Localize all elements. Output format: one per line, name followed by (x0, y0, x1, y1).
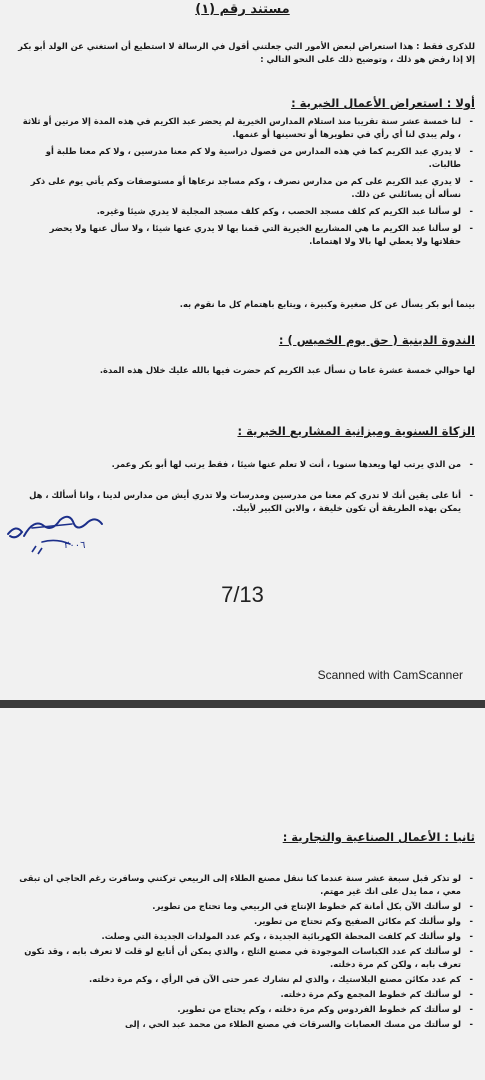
scanner-label: Scanned with CamScanner (317, 668, 463, 682)
list-item: - ولو سألتك كم مكائن الصفيح وكم تحتاج من تطوير. (18, 915, 475, 928)
list-item: - لو تذكر قبل سبعة عشر سنة عندما كنا ننقل مصنع الطلاء إلى الربيعي تركتني وسافرت رغم الحاجي ان تبقى معي ، مما يدل على انك غير مهتم. (18, 872, 475, 898)
list-item: - ولو سألتك كم كلفت المحطة الكهربائية الجديدة ، وكم عدد المولدات الجديدة التي وصلت. (18, 930, 475, 943)
charity-list (18, 115, 475, 248)
section-heading-seminar: الندوة الدينية ( حق يوم الخميس ) : (278, 333, 475, 347)
industrial-list-container (18, 872, 475, 1033)
list-item: - لو سألتك كم خطوط المجمع وكم مرة دخلته. (18, 988, 475, 1001)
section-heading-charity: أولا : استعراض الأعمال الخيرية : (291, 96, 475, 110)
list-item: - لنا خمسة عشر سنة تقريبا منذ استلام المدارس الخيرية لم يحضر عبد الكريم في هذه المدة إلا مرتين أو ثلاثة ، ولم يبدي لنا أي رأي في تطويرها أو تحسينها أو عنمها. (18, 115, 475, 141)
document-title: مستند رقم (١) (195, 2, 290, 17)
list-item: - من الذي يرتب لها ويعدها سنويا ، أنت لا تعلم عنها شيئا ، فقط يرتب لها أبو بكر وعمر. (18, 458, 475, 471)
list-item: - لو سألتك الآن بكل أمانة كم خطوط الإنتاج في الربيعي وما تحتاج من تطوير. (18, 900, 475, 913)
list-item: - لو سألنا عبد الكريم كم كلف مسجد الحصب ، وكم كلف مسجد المجلية لا يدري شيئا وغيره. (18, 205, 475, 218)
list-item: - لو سألتك كم خطوط الفردوس وكم مرة دخلته ، وكم يحتاج من تطوير. (18, 1003, 475, 1016)
charity-list-container (18, 115, 475, 252)
seminar-paragraph: لها حوالي خمسة عشرة عاما ن نسأل عبد الكريم كم حضرت فيها بالله عليك خلال هذه المدة. (99, 365, 475, 375)
industrial-list (18, 872, 475, 1031)
list-item: - أنا على يقين أنك لا تدري كم معنا من مدرسين ومدرسات ولا تدري أيش من مدارس لدينا ، وانا أسألك ، هل يمكن بهذه الطريقة أن تكون خليفة ، والابن الكبير لأبيك. (18, 489, 475, 515)
bakr-statement: بينما أبو بكر يسأل عن كل صغيرة وكبيرة ، ويتابع باهتمام كل ما نقوم به. (179, 299, 475, 309)
list-item: - لا يدري عبد الكريم كما في هذه المدارس من فصول دراسية ولا كم معنا مدرسين ، ولا كم معنا طلبة أو طالبات. (18, 145, 475, 171)
handwritten-signature (2, 506, 114, 558)
intro-paragraph: للذكرى فقط : هذا استعراض لبعض الأمور التي جعلتني أقول في الرسالة لا استطيع أن استغني عن الولد أبو بكر إلا إذا رفض هو ذلك ، وتوضيح ذلك على النحو التالي : (18, 41, 475, 64)
list-item: - لو سألنا عبد الكريم ما هي المشاريع الخيرية التي قمنا بها لا يدري عنها شيئا ، ولا سأل عنها ولا يحضر حفلاتها ولا يعطي لها بالا ولا اهتماما. (18, 222, 475, 248)
section-heading-zakat: الزكاة السنوية وميزانية المشاريع الخيرية : (237, 424, 475, 438)
list-item: - لو سألتك كم عدد الكباسات الموجودة في مصنع الثلج ، والذي يمكن أن أتابع لو قلت لا تعرف بابه ، وقد تكون تعرف بابه ، ولكن كم مرة دخلته. (18, 945, 475, 971)
page-separator (0, 700, 485, 708)
page-number: 7/13 (221, 582, 264, 607)
list-item: - كم عدد مكائن مصنع البلاستيك ، والذي لم نشارك عمر حتى الآن في الرأي ، وكم مرة دخلته. (18, 973, 475, 986)
list-item: - لو سألتك من مسك العصابات والسرقات في مصنع الطلاء من محمد عبد الحي ، إلى (18, 1018, 475, 1031)
section-heading-industrial: ثانيا : الأعمال الصناعية والتجارية : (282, 830, 475, 844)
document-page-2 (0, 708, 485, 1080)
signature-date: ٢٠٠٦ (64, 540, 86, 551)
list-item: - لا يدري عبد الكريم على كم من مدارس نصرف ، وكم مساجد نرعاها أو مستوصفات وكم يأتي يوم على ذكر نسأله أن يسائلني عن ذلك. (18, 175, 475, 201)
